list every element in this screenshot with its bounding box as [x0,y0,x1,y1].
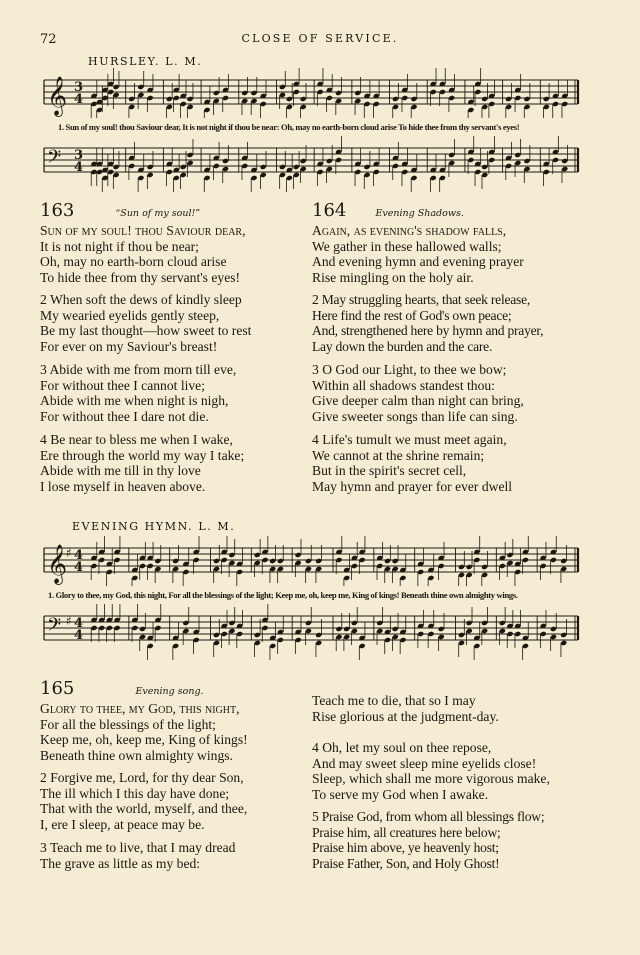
hymn-165-stanza-3 [40,840,235,871]
svg-text:𝄞: 𝄞 [47,76,68,116]
verse-line: To hide thee from thy servant's eyes! [40,269,241,285]
hymn-164-stanza-4 [312,432,512,494]
verse-line: I lose myself in heaven above. [40,478,206,494]
verse-line: Sleep, which shall me more vigorous make, [312,771,550,786]
hymn-number: 163 [40,200,75,221]
hymn-165-stanza-2 [40,770,247,832]
music-staff-treble-hursley [40,66,585,118]
hymn-subtitle: Evening song. [135,686,204,697]
verse-line: And evening hymn and evening prayer [312,254,524,269]
verse-line: Here find the rest of God's own peace; [312,307,512,323]
verse-line: Ere through the world my way I take; [40,447,245,463]
verse-line: Abide with me till in thy love [40,463,201,478]
hymn-165-stanza-4 [312,740,550,802]
verse-line: May hymn and prayer for ever dwell [312,478,513,494]
svg-text:4: 4 [74,628,84,643]
verse-line: Teach me to die, that so I may [312,693,476,708]
verse-line: Be my last thought—how sweet to rest [40,323,252,338]
verse-line: For without thee I cannot live; [40,377,205,393]
verse-line: 2 When soft the dews of kindly sleep [40,292,242,307]
svg-text:3: 3 [74,148,84,163]
verse-line: To serve my God when I awake. [312,786,489,802]
verse-line: 3 Teach me to live, that I may dread [40,840,236,855]
verse-line: 5 Praise God, from whom all blessings flow; [312,809,545,824]
verse-line: Beneath thine own almighty wings. [40,747,233,763]
verse-line: I, ere I sleep, at peace may be. [40,816,205,832]
verse-line: And may sweet sleep mine eyelids close! [312,755,537,771]
hymn-163-stanza-4 [40,432,244,494]
verse-line: Keep me, oh, keep me, King of kings! [40,732,248,747]
verse-line: Rise glorious at the judgment-day. [312,708,499,724]
hymn-164-header [312,200,464,221]
hymn-164-stanza-3 [312,362,524,424]
hymn-165-stanza-1 [40,701,248,763]
verse-line: It is not night if thou be near; [40,238,199,254]
hymn-number: 164 [312,200,347,221]
verse-line: Praise him above, ye heavenly host; [312,840,499,855]
verse-line: My wearied eyelids gently steep, [40,307,220,323]
verse-line: Give sweeter songs than life can sing. [312,408,518,424]
svg-text:4: 4 [74,160,84,175]
verse-line: Rise mingling on the holy air. [312,269,474,285]
verse-line: Praise Father, Son, and Holy Ghost! [312,855,500,871]
verse-line: Oh, may no earth-born cloud arise [40,254,227,269]
hymn-165-header [40,678,204,699]
svg-text:♯: ♯ [66,546,72,560]
hymn-165-stanza-3-continued [312,693,499,724]
verse-line: The ill which I this day have done; [40,785,230,801]
verse-line: That with the world, myself, and thee, [40,801,248,816]
hymn-number: 165 [40,678,75,699]
verse-line: For without thee I dare not die. [40,408,209,424]
verse-line: For ever on my Saviour's breast! [40,338,218,354]
hymn-163-header [40,200,200,221]
verse-line: But in the spirit's secret cell, [312,463,467,478]
svg-text:3: 3 [74,80,84,95]
verse-line: We gather in these hallowed walls; [312,238,502,254]
verse-line: 2 May struggling hearts, that seek release, [312,292,531,307]
hymn-163-stanza-2 [40,292,251,354]
music-staff-treble-evening-hymn [40,534,585,586]
music-staff-bass-evening-hymn [40,602,585,660]
verse-line: We cannot at the shrine remain; [312,447,485,463]
hymn-165-stanza-5 [312,809,544,871]
verse-line: Within all shadows standest thou: [312,377,495,393]
verse-line: Give deeper calm than night can bring, [312,393,524,408]
running-head: CLOSE OF SERVICE. [241,32,399,45]
music-staff-bass-hursley [40,134,585,192]
svg-text:4: 4 [74,92,84,107]
page-number: 72 [40,32,57,47]
verse-line: 4 Life's tumult we must meet again, [312,432,507,447]
svg-text:𝄞: 𝄞 [47,544,68,584]
hymn-subtitle: Evening Shadows. [375,208,464,219]
hymn-164-stanza-2 [312,292,543,354]
hymn-subtitle: “Sun of my soul!” [115,208,201,219]
hymn-163-stanza-3 [40,362,236,424]
verse-line: Again, as evening's shadow falls, [312,223,507,238]
svg-text:♯: ♯ [66,614,72,628]
svg-text:𝄢: 𝄢 [47,147,62,172]
tune-title-evening-hymn: EVENING HYMN. L. M. [72,520,236,533]
tune-title-hursley: HURSLEY. L. M. [88,55,203,68]
verse-line: 4 Oh, let my soul on thee repose, [312,740,492,755]
verse-line: 3 Abide with me from morn till eve, [40,362,237,377]
verse-line: Abide with me when night is nigh, [40,393,229,408]
verse-line: Praise him, all creatures here below; [312,824,501,840]
verse-line: 4 Be near to bless me when I wake, [40,432,233,447]
lyric-underlay-evening-hymn: 1. Glory to thee, my God, this night, For all the blessings of the light; Keep me, oh, keep me, King of kings! Beneath thine own almighty wings. [48,590,518,600]
lyric-underlay-hursley: 1. Sun of my soul! thou Saviour dear, It is not night if thou be near: Oh, may no earth-born cloud arise To hide thee from thy servant's eyes! [58,122,520,132]
svg-text:𝄢: 𝄢 [47,615,62,640]
hymn-164-stanza-1 [312,223,524,285]
svg-text:4: 4 [74,616,84,631]
verse-line: Sun of my soul! thou Saviour dear, [40,223,246,238]
svg-text:4: 4 [74,560,84,575]
verse-line: Lay down the burden and the care. [312,338,493,354]
verse-line: 3 O God our Light, to thee we bow; [312,362,507,377]
hymn-163-stanza-1 [40,223,245,285]
verse-line: Glory to thee, my God, this night, [40,701,240,716]
verse-line: And, strengthened here by hymn and prayer, [312,323,544,338]
verse-line: For all the blessings of the light; [40,716,216,732]
svg-text:4: 4 [74,548,84,563]
verse-line: 2 Forgive me, Lord, for thy dear Son, [40,770,244,785]
verse-line: The grave as little as my bed: [40,855,201,871]
